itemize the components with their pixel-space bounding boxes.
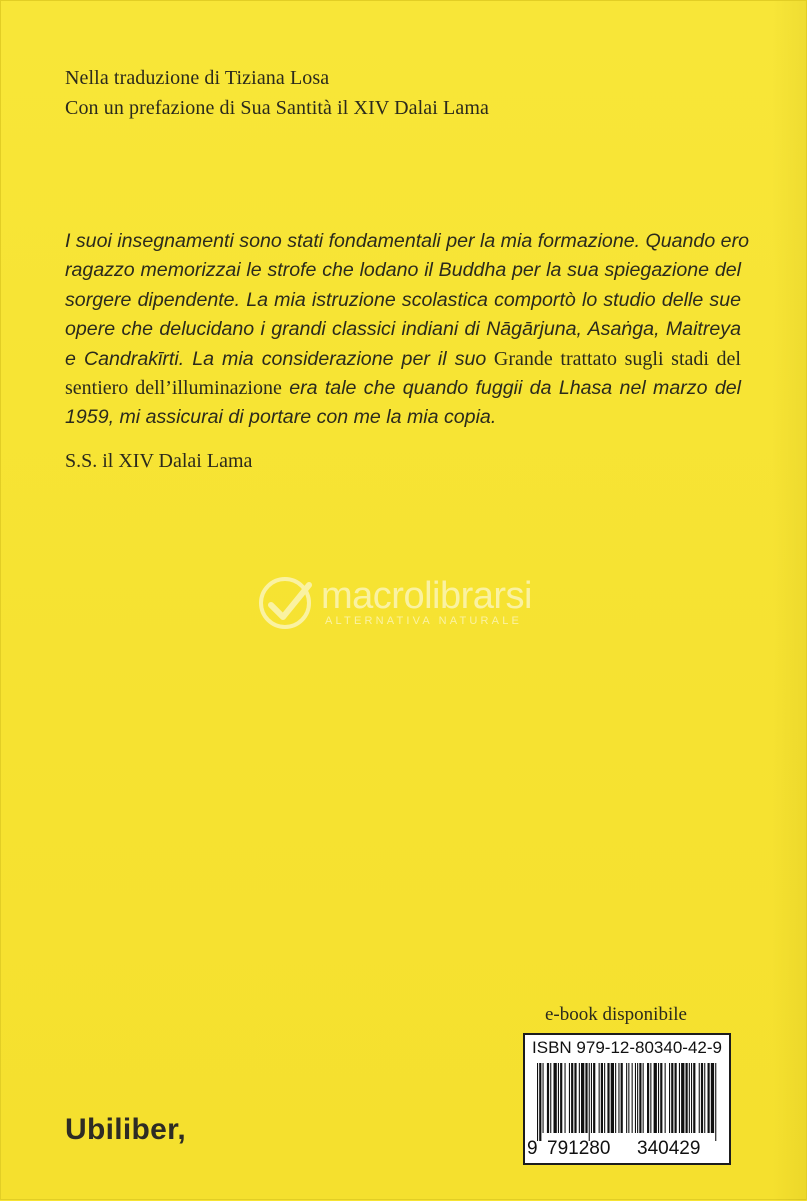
- quote-line-1: I suoi insegnamenti sono stati fondamentali per la mia formazione. Quando ero: [65, 230, 749, 252]
- book-title-part-2: sentiero dell’illuminazione: [65, 377, 282, 400]
- barcode-bar: [643, 1063, 644, 1133]
- barcode-bar: [581, 1063, 584, 1133]
- quote-line-4: opere che delucidano i grandi classici indiani di Nāgārjuna, Asaṅga, Maitreya: [65, 318, 741, 341]
- barcode-bar: [650, 1063, 651, 1133]
- barcode-bar: [558, 1063, 559, 1133]
- barcode-bar: [628, 1063, 629, 1133]
- barcode-bar: [675, 1063, 677, 1133]
- barcode-bar: [585, 1063, 587, 1133]
- barcode-bar: [547, 1063, 549, 1133]
- isbn-barcode: [523, 1033, 731, 1165]
- barcode-bar: [715, 1063, 716, 1141]
- barcode-bar: [611, 1063, 614, 1133]
- barcode-bar: [708, 1063, 710, 1133]
- barcode-bar: [660, 1063, 662, 1133]
- barcode-bar: [604, 1063, 605, 1133]
- barcode-bar: [701, 1063, 703, 1133]
- barcode-bar: [691, 1063, 692, 1133]
- barcode-digit-group-1: 791280: [547, 1138, 611, 1159]
- barcode-bar: [654, 1063, 657, 1133]
- barcode-bar: [599, 1063, 600, 1133]
- barcode-bar: [560, 1063, 562, 1133]
- preface-credit: Con un prefazione di Sua Santità il XIV Dalai Lama: [65, 97, 489, 119]
- blurb-quote: [65, 227, 749, 433]
- barcode-bar: [639, 1063, 641, 1133]
- barcode-bar: [632, 1063, 633, 1133]
- ebook-available-label: e-book disponibile: [545, 1004, 687, 1025]
- barcode-bar: [543, 1063, 544, 1133]
- barcode-bar: [593, 1063, 595, 1133]
- credits-block: [65, 63, 705, 123]
- barcode-bar: [574, 1063, 576, 1133]
- barcode-bar: [711, 1063, 714, 1133]
- barcode-bar: [686, 1063, 688, 1133]
- barcode-bar: [550, 1063, 551, 1133]
- barcode-bar: [537, 1063, 538, 1141]
- barcode-bar: [591, 1063, 592, 1133]
- barcode-digits: [525, 1138, 729, 1162]
- barcode-bar: [579, 1063, 580, 1133]
- watermark-tagline: ALTERNATIVA NATURALE: [325, 615, 523, 627]
- publisher-logo: Ubiliber,: [65, 1113, 187, 1146]
- barcode-digit-lead: 9: [527, 1138, 538, 1159]
- barcode-bar: [565, 1063, 566, 1133]
- barcode-bar: [699, 1063, 700, 1133]
- barcode-bar: [607, 1063, 609, 1133]
- quote-line-7: 1959, mi assicurai di portare con me la mia copia.: [65, 406, 497, 429]
- barcode-bar: [658, 1063, 659, 1133]
- watermark: [257, 573, 557, 633]
- barcode-bar: [704, 1063, 705, 1133]
- barcode-bar: [615, 1063, 616, 1133]
- quote-line-3: sorgere dipendente. La mia istruzione scolastica comportò lo studio delle sue: [65, 288, 741, 311]
- barcode-bar: [569, 1063, 570, 1133]
- cover-edge-shadow: [772, 1, 806, 1201]
- barcode-bar: [681, 1063, 684, 1133]
- barcode-bar: [635, 1063, 636, 1133]
- translator-credit: Nella traduzione di Tiziana Losa: [65, 67, 330, 89]
- barcode-bar: [669, 1063, 670, 1133]
- watermark-brand: macrolibrarsi: [321, 575, 532, 617]
- quote-line-6: sentiero dell’illuminazione era tale che quando fuggii da Lhasa nel marzo del: [65, 377, 741, 400]
- barcode-bars: [535, 1063, 719, 1141]
- book-title-part-1: Grande trattato sugli stadi del: [486, 347, 741, 370]
- barcode-bar: [589, 1063, 590, 1141]
- barcode-bar: [665, 1063, 666, 1133]
- barcode-bar: [601, 1063, 603, 1133]
- barcode-bar: [618, 1063, 619, 1133]
- barcode-bar: [539, 1063, 541, 1141]
- barcode-bar: [637, 1063, 638, 1133]
- quote-attribution: S.S. il XIV Dalai Lama: [65, 450, 253, 472]
- barcode-bar: [554, 1063, 557, 1133]
- barcode-digit-group-2: 340429: [637, 1138, 701, 1159]
- barcode-bar: [571, 1063, 573, 1133]
- barcode-bar: [626, 1063, 627, 1133]
- isbn-label: ISBN 979-12-80340-42-9: [532, 1038, 722, 1057]
- barcode-bar: [679, 1063, 680, 1133]
- leaf-check-icon: [257, 575, 317, 631]
- barcode-bar: [621, 1063, 623, 1133]
- barcode-bar: [689, 1063, 690, 1133]
- barcode-bar: [671, 1063, 673, 1133]
- barcode-bar: [647, 1063, 649, 1133]
- quote-line-2: ragazzo memorizzai le strofe che lodano il Buddha per la sua spiegazione del: [65, 259, 741, 282]
- barcode-bar: [693, 1063, 695, 1133]
- quote-line-5: e Candrakīrti. La mia considerazione per il suo Grande trattato sugli stadi del: [65, 347, 741, 370]
